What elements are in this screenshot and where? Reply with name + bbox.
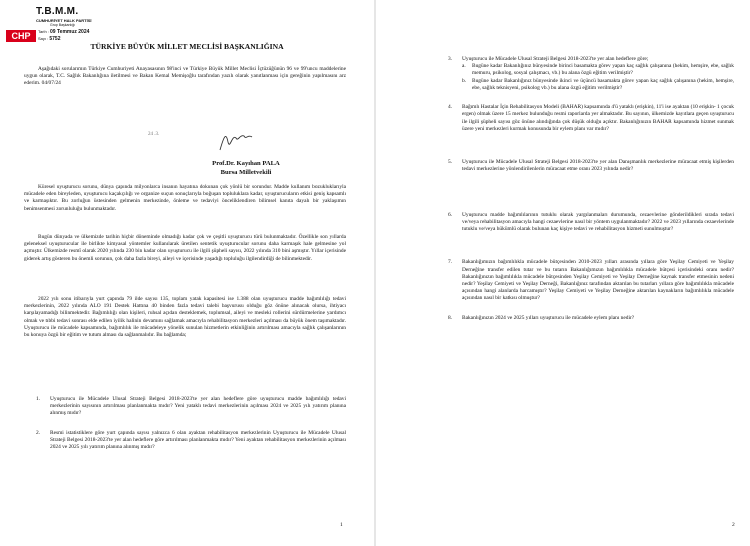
question-text: Uyuşturucu ile Mücadele Ulusal Strateji Belgesi 2018-2023'te yer alan hedeflere göre; — [462, 56, 649, 62]
sub-letter: b. — [462, 77, 467, 84]
list-item — [36, 396, 346, 418]
document-page-1 — [0, 0, 374, 546]
stamp-text: 24 .3. — [148, 132, 160, 137]
sub-letter: a. — [462, 63, 466, 70]
question-text: Uyuşturucu ile Mücadele Ulusal Strateji Belgesi 2018-2023'te yer alan hedeflere göre uyuşturucu madde bağımlılığı tedavi merkezlerinin sayısının artırılması planlanmakta mıdır? Yeni yataklı tedavi merkezlerinin açılması 2024 ve 2025 yılı yatırım planına alınmış mıdır? — [50, 396, 346, 417]
question-text: Bakanlığımızın bağımlılıkla mücadele bütçesinden 2010-2023 yılları arasında yıllara göre Yeşilay Cemiyeti ve Yeşilay Derneğine transfer edilen tutar ve bu tutarın Bakanlığımızın bağımlılıkla mücadele bütçesi içerisindeki oranı nedir? Bakanlığınızın bağımlılıkla mücadele bütçesinden Yeşilay Cemiyeti ve Yeşilay Derneğine kaynak transfer etmesinin nedeni nedir? Yeşilay Cemiyeti ve Yeşilay Derneği, Bakanlığınız tarafından aktarılan bu tutarları yıllara göre bağımlılıkla mücadele açısından hangi alanlarda harcamıştır? Yeşilay Cemiyeti ve Yeşilay Derneğine aktarılan kaynakların bağımlılıkla mücadele açısından nasıl bir katkısı olmuştur? — [462, 259, 734, 302]
signature-name: Prof.Dr. Kayıhan PALA — [212, 160, 280, 167]
sub-text: Bugüne kadar Bakanlığınız bünyesinde birinci basamakta görev yapan kaç sağlık çalışanına (hekim, hemşire, ebe, sağlık memuru, psikolog, sosyal çalışmacı, vb.) bu alana özgü eğitim verilmiştir? — [472, 63, 734, 77]
question-number: 5. — [448, 159, 453, 166]
intro-paragraph: Aşağıdaki sorularımın Türkiye Cumhuriyeti Anayasasının 98'inci ve Türkiye Büyük Millet Meclisi İçtüzüğünün 96 ve 99'uncu maddelerine uygun olarak, T.C. Sağlık Bakanlığına iletilmesi ve Bakan Kemal Memişoğlu tarafından yazılı olarak yanıtlanması için gereğinin yapılmasını arz ederim. 04/07/24 — [24, 66, 346, 87]
sub-text: Bugüne kadar Bakanlığınız bünyesinde ikinci ve üçüncü basamakta görev yapan kaç sağlık çalışanına (hekim, hemşire, ebe, sağlık teknisyeni, psikolog vb.) bu alana özgü eğitim verilmiştir? — [472, 77, 734, 91]
list-item — [448, 56, 734, 92]
paragraph-1: Küresel uyuşturucu sorunu, dünya çapında milyonlarca insanın hayatına dokunan çok yönlü bir sorundur. Madde kullanım bozukluklarıyla mücadele eden bireyleden, uyuşturucu kaçakçılığı ve organize suçun sonuçlarıyla boğuşan topluluklara kadar, uyuşturucuların etkisi geniş kapsamlı ve karmaşıktır. Bu zorluğun üstesinden gelmenin merkezinde, önleme ve tedaviyi önceliklendiren bilimsel kanıta dayalı bir yaklaşımın benimsenmesi zorunluluğu bulunmaktadır. — [24, 184, 346, 212]
list-item — [448, 104, 734, 133]
paragraph-2: Bugün dünyada ve ülkemizde tarihin hiçbir döneminde olmadığı kadar çok ve çeşitli uyuşturucu türü bulunmaktadır. Özellikle son yıllarda geleneksel uyuşturucular ile birlikte kimyasal yöntemler kullanılarak üretilen sentetik uyuşturucular sorunu daha karmaşık hale gelmesine yol açmıştır. Ülkemizde resmî olarak 2020 yılında 230 bin kadar olan uyuşturucu ile ilgili şüpheli sayısı, 2022 yılında 310 bini aşmıştır. Yıllar içerisinde giderek artış gösteren bu önemli sorunun, çok daha fazla bireyi, aileyi ve içerisinde yaşadığı topluluğu ilgilendirdiği de bilinmektedir. — [24, 234, 346, 262]
document-page-2 — [376, 0, 750, 546]
page-number: 1 — [340, 522, 343, 528]
date-value: 09 Temmuz 2024 — [50, 29, 90, 35]
question-number: 2. — [36, 429, 41, 436]
question-number: 1. — [36, 396, 41, 402]
list-item — [448, 315, 734, 322]
question-number: 3. — [448, 56, 453, 62]
question-list-page1 — [36, 396, 346, 451]
chp-logo: CHP — [6, 30, 36, 42]
page-number: 2 — [732, 522, 735, 528]
question-text: Bağımlı Hastalar İçin Rehabilitasyon Modeli (BAHAR) kapsamında 4'ü yataklı (erişkin), 11'i ise ayaktan (10 erişkin- 1 çocuk ergen) olmak üzere 15 merkez bulunduğu resmi raporlarda yer almaktadır. Bu sayının, ülkemizde kayıtlara geçen uyuşturucu ile ilgili şüpheli sayısı göz önüne alındığında çok düşük olduğu açıktır. Bakanlığınızın BAHAR kapsamında hizmet sunmak üzere yeni merkezleri kurmak konusunda bir eylem planı var mıdır? — [462, 104, 734, 132]
signature-title: Bursa Milletvekili — [220, 168, 272, 176]
sub-question — [462, 63, 734, 77]
question-text: Resmi istatistiklere göre yurt çapında sayısı yalnızca 6 olan ayaktan rehabilitasyon merkezlerinin Uyuşturucu ile Mücadele Ulusal Strateji Belgesi 2018-2023'te yer alan hedeflere göre artırılması planlanmakta mıdır? Yeni ayaktan rehabilitasyon merkezlerinin açılması 2024 ve 2025 yılı yatırım planına alınmış mıdır? — [50, 429, 346, 451]
sayi-label: Sayı : — [38, 36, 49, 41]
sayi-value: 5752 — [49, 36, 61, 42]
question-text: Uyuşturucu madde bağımlılarının tutuklu olarak yargılanmaları durumunda, cezaevlerine gönderildikleri sırada tedavi ve/veya rehabilitasyon amacıyla hangi cezaevlerine nasıl bir yöntem uygulanmaktadır? 2022 ve 2023 yıllarında cezaevlerinde tutuklu ve/veya hükümlü olarak bulunan kaç kişiye tedavi ve rehabilitasyon hizmeti sunulmuştur? — [462, 211, 734, 233]
document-title: TÜRKİYE BÜYÜK MİLLET MECLİSİ BAŞKANLIĞINA — [90, 42, 284, 51]
question-number: 4. — [448, 104, 453, 111]
list-item — [36, 430, 346, 452]
list-item — [448, 259, 734, 302]
party-name: CUMHURİYET HALK PARTİSİ — [36, 18, 92, 23]
date-line — [38, 29, 89, 35]
question-text: Bakanlığınızın 2024 ve 2025 yılları uyuşturucu ile mücadele eylem planı nedir? — [462, 314, 635, 321]
list-item — [448, 212, 734, 234]
signature-scribble-icon — [200, 120, 270, 160]
question-number: 6. — [448, 211, 453, 218]
date-label: Tarih : — [38, 29, 49, 34]
group-name: Grup Başkanlığı — [50, 23, 76, 27]
paragraph-3: 2022 yılı sonu itibarıyla yurt çapında 79 ilde sayısı 135, toplam yatak kapasitesi ise 1.388 olan uyuşturucu madde bağımlılığı tedavi merkezlerinin, 2022 yılında ALO 191 Destek Hattına 40 binden fazla tedavi talebi başvurusu olduğu göz önüne alınacak olursa, ihtiyacı karşılayamadığı bilinmektedir. Bağımlılığı olan kişileri, ruhsal açıdan desteklemek, toplumsal, aileyi ve mesleki rollerini sürdürmelerine yardımcı olmak ve tıbbi tedavi sonrası elde edilen iyilik halinin devamını sağlamak amacıyla rehabilitasyon merkezleri açılması da büyük önem taşımaktadır. Uyuşturucu ile mücadele kapsamında, bağımlılık ile mücadeleye yönelik sunulan hizmetlerin etkinliğinin artırılması amacıyla sağlık çalışanlarının bu konuya özgü bir eğitim ve tutum alması da sağlanmalıdır. Bu bağlamda; — [24, 296, 346, 339]
question-number: 7. — [448, 259, 453, 266]
question-number: 8. — [448, 314, 453, 321]
signature-block — [196, 160, 296, 177]
question-text: Uyuşturucu ile Mücadele Ulusal Strateji Belgesi 2018-2023'te yer alan Danışmanlık merkezlerine müracaat etmiş kişilerden tedavi merkezlerine yönlendirilenlerin müracaat etme oranı 2023 yılında nedir? — [462, 159, 734, 173]
list-item — [448, 159, 734, 173]
question-list-page2 — [448, 56, 734, 322]
sub-question — [462, 78, 734, 92]
institution-name: T.B.M.M. — [36, 6, 79, 17]
